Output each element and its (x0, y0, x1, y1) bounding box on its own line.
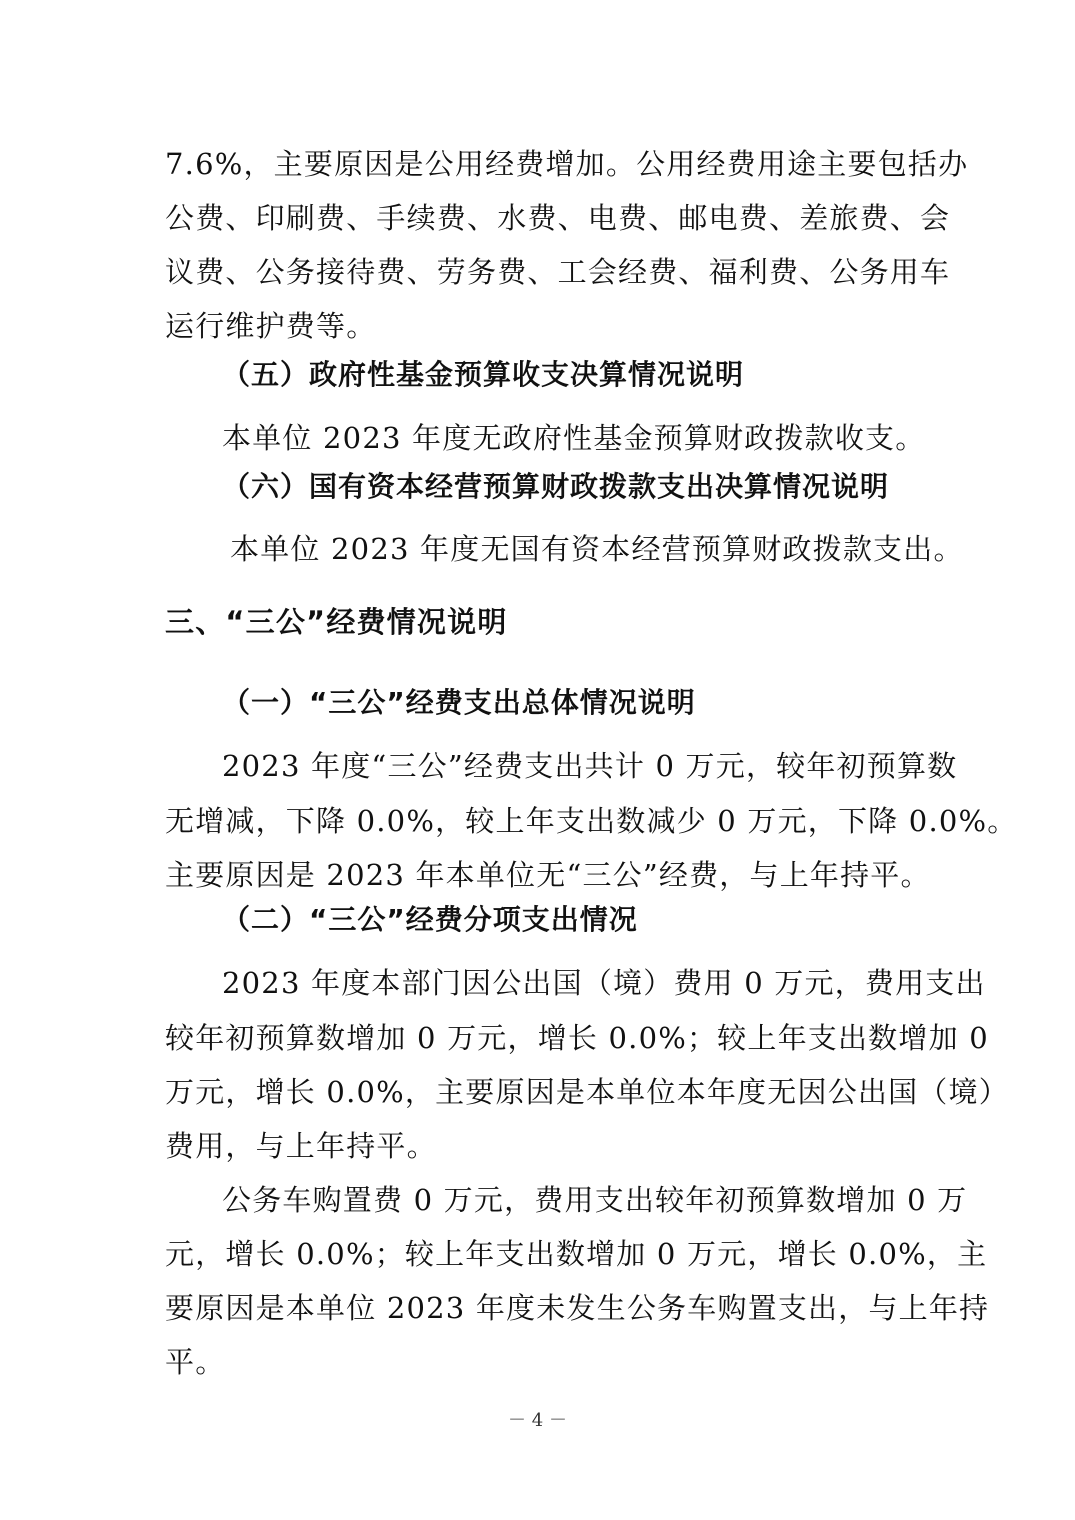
body-line: 本单位 2023 年度无政府性基金预算财政拨款收支。 (222, 421, 926, 455)
chapter-heading-3: 三、“三公”经费情况说明 (165, 605, 508, 639)
body-line: 本单位 2023 年度无国有资本经营预算财政拨款支出。 (230, 532, 964, 566)
body-line: 2023 年度本部门因公出国（境）费用 0 万元，费用支出 (222, 966, 986, 1000)
section-heading-5: （五）政府性基金预算收支决算情况说明 (222, 358, 745, 391)
page-number: － 4 － (508, 1410, 567, 1431)
body-line: 平。 (165, 1345, 226, 1379)
body-line: 较年初预算数增加 0 万元，增长 0.0%；较上年支出数增加 0 (165, 1021, 989, 1055)
section-heading-3-1: （一）“三公”经费支出总体情况说明 (222, 686, 696, 719)
body-line: 要原因是本单位 2023 年度未发生公务车购置支出，与上年持 (165, 1291, 990, 1325)
body-line: 议费、公务接待费、劳务费、工会经费、福利费、公务用车 (165, 255, 951, 289)
body-line: 公费、印刷费、手续费、水费、电费、邮电费、差旅费、会 (165, 201, 951, 235)
body-line: 元，增长 0.0%；较上年支出数增加 0 万元，增长 0.0%，主 (165, 1237, 988, 1271)
body-line: 运行维护费等。 (165, 309, 377, 343)
body-line: 费用，与上年持平。 (165, 1129, 437, 1163)
body-line: 万元，增长 0.0%，主要原因是本单位本年度无因公出国（境） (165, 1075, 1009, 1109)
body-line: 主要原因是 2023 年本单位无“三公”经费，与上年持平。 (165, 858, 931, 892)
body-line: 无增减，下降 0.0%，较上年支出数减少 0 万元，下降 0.0%。 (165, 804, 1018, 838)
section-heading-6: （六）国有资本经营预算财政拨款支出决算情况说明 (222, 470, 890, 503)
body-line: 公务车购置费 0 万元，费用支出较年初预算数增加 0 万 (222, 1183, 968, 1217)
body-line: 2023 年度“三公”经费支出共计 0 万元，较年初预算数 (222, 749, 958, 783)
section-heading-3-2: （二）“三公”经费分项支出情况 (222, 903, 638, 936)
body-line: 7.6%，主要原因是公用经费增加。公用经费用途主要包括办 (165, 147, 969, 181)
